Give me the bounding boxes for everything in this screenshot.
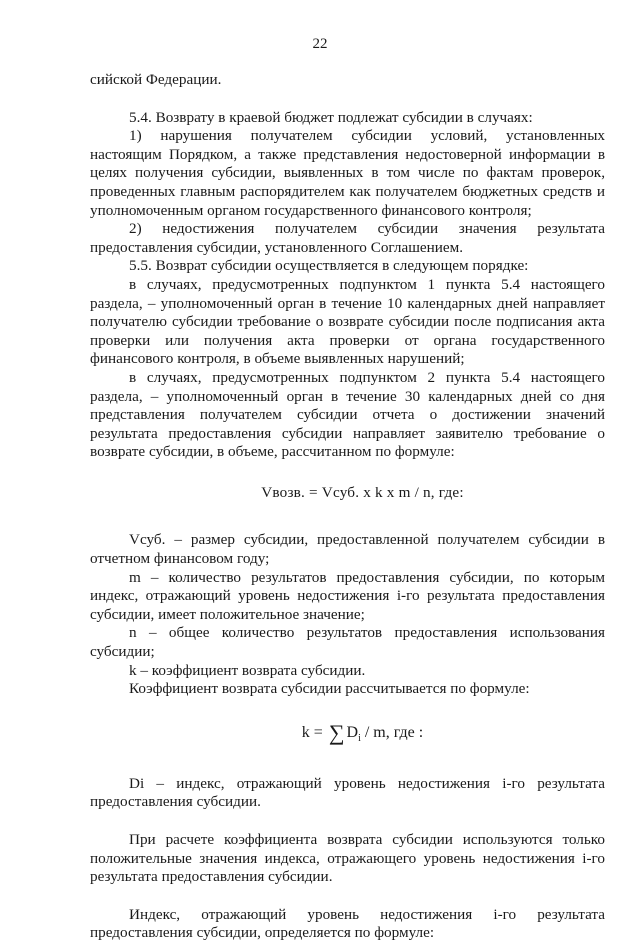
- definition-k: k – коэффициент возврата субсидии.: [129, 661, 366, 679]
- definition-m: m – количество результатов предоставления субсидии, по которым индекс, отражающий уровень недостижения i-го результата предоставления субсидии, имеет положительное значение;: [90, 568, 605, 623]
- paragraph-k-formula-intro: Коэффициент возврата субсидии рассчитывается по формуле:: [129, 680, 530, 698]
- definition-di: Di – индекс, отражающий уровень недостижения i-го результата предоставления субсидии.: [90, 774, 605, 811]
- paragraph-5-4: 5.4. Возврату в краевой бюджет подлежат субсидии в случаях:: [129, 108, 533, 126]
- list-item-1: 1) нарушения получателем субсидии условий, установленных настоящим Порядком, а также представления недостоверной информации в целях получения субсидии, выявленных в том числе по фактам проверок, проведенных главным распорядителем как получателем бюджетных средств и уполномоченным органом государственного финансового контроля;: [90, 127, 605, 219]
- paragraph-5-5: 5.5. Возврат субсидии осуществляется в следующем порядке:: [129, 257, 529, 275]
- paragraph-continuation: сийской Федерации.: [90, 71, 222, 88]
- formula-k-lhs: k =: [301, 723, 323, 741]
- paragraph-index-formula-intro: Индекс, отражающий уровень недостижения i-го результата предоставления субсидии, определяется по формуле:: [90, 905, 605, 942]
- paragraph-positive-values: При расчете коэффициента возврата субсидии используются только положительные значения индекса, отражающего уровень недостижения i-го результата предоставления субсидии.: [90, 831, 605, 886]
- definition-n: n – общее количество результатов предоставления использования субсидии;: [90, 624, 605, 661]
- formula-k-subscript: i: [358, 732, 361, 744]
- paragraph-case-1: в случаях, предусмотренных подпунктом 1 пункта 5.4 настоящего раздела, – уполномоченный орган в течение 10 календарных дней направляет получателю субсидии требование о возврате субсидии после подписания акта проверки или получения акта проверки от органа государственного финансового контроля, в объеме выявленных нарушений;: [90, 275, 605, 368]
- formula-k-rest: / m, где :: [364, 723, 424, 741]
- sigma-symbol: ∑: [328, 719, 345, 745]
- page-number: 22: [312, 36, 328, 52]
- formula-k-d: D: [346, 723, 359, 741]
- paragraph-case-2: в случаях, предусмотренных подпунктом 2 пункта 5.4 настоящего раздела, – уполномоченный орган в течение 30 календарных дней со дня представления получателем субсидии отчета о достижении значений результата предоставления субсидии направляет заявителю требование о возврате субсидии, в объеме, рассчитанном по формуле:: [90, 368, 605, 461]
- formula-k: [90, 721, 605, 751]
- formula-vozv: Vвозв. = Vсуб. x k x m / n, где:: [261, 483, 464, 501]
- list-item-2: 2) недостижения получателем субсидии значения результата предоставления субсидии, установленного Соглашением.: [90, 220, 605, 256]
- document-body: [90, 71, 605, 943]
- definition-vsub: Vсуб. – размер субсидии, предоставленной получателем субсидии в отчетном финансовом году;: [90, 531, 605, 568]
